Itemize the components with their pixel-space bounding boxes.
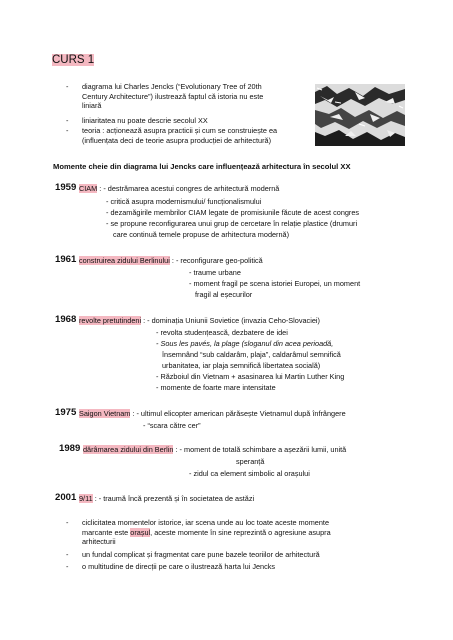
intro-bullet-2: - liniaritatea nu poate descrie secolul XX — [66, 116, 208, 125]
bullet-dash: - — [66, 562, 69, 571]
moment-1961-line: - traume urbane — [189, 268, 241, 277]
moment-1959-line: - critică asupra modernismului/ funcționalismului — [106, 197, 262, 206]
moment-1961-event: construirea zidului Berlinului : - reconfigurare geo-politică — [79, 256, 263, 265]
jencks-diagram-image — [315, 84, 405, 146]
moment-1989-event: dărâmarea zidului din Berlin : - moment de totală schimbare a așezării lumii, unită — [83, 445, 347, 454]
bullet-dash: - — [66, 518, 69, 527]
bullet-dash: - — [66, 82, 69, 91]
moment-year-1989: 1989 — [59, 443, 81, 454]
moment-1989-line: speranță — [236, 457, 265, 466]
moment-1968-line: - revolta studențească, dezbatere de idei — [156, 328, 288, 337]
page-title: CURS 1 — [52, 54, 95, 66]
moment-1968-line: - Războiul din Vietnam + asasinarea lui Martin Luther King — [156, 372, 345, 381]
moment-1968-line: - momente de foarte mare intensitate — [156, 383, 276, 392]
final-bullet-3: - o multitudine de direcții pe care o ilustrează harta lui Jencks — [66, 562, 276, 571]
moment-1975-line: - “scara către cer” — [143, 421, 201, 430]
moment-1961-line: fragil al eșecurilor — [195, 290, 253, 299]
moment-1968-line: - Sous les pavés, la plage (sloganul din acea perioadă, — [156, 339, 334, 348]
moment-1959-line: - dezamăgirile membrilor CIAM legate de promisiunile făcute de acest congres — [106, 208, 360, 217]
moment-1968-line: urbanitatea, iar plaja semnifică libertatea socială) — [162, 361, 321, 370]
moment-1959-line: - se propune reconfigurarea unui grup de cercetare în relație plastice (drumuri — [106, 219, 358, 228]
moment-1968-event: revolte pretutindeni : - dominația Uniunii Sovietice (invazia Ceho-Slovaciei) — [79, 316, 320, 325]
bullet-dash: - — [66, 116, 69, 125]
moment-year-1959: 1959 — [55, 182, 77, 193]
moment-1989-line: - zidul ca element simbolic al orașului — [189, 469, 310, 478]
moment-1959-line: care continuă temele propuse de arhitectura modernă) — [113, 230, 290, 239]
moment-year-1968: 1968 — [55, 314, 77, 325]
section-heading: Momente cheie din diagrama lui Jencks care influențează arhitectura în secolul XX — [53, 162, 351, 171]
final-bullet-2: - un fundal complicat și fragmentat care pune bazele teoriilor de arhitectură — [66, 550, 320, 559]
moment-1975-event: Saigon Vietnam : - ultimul elicopter american părăsește Vietnamul după înfrângere — [79, 409, 346, 418]
moment-1968-line: însemnând “sub caldarâm, plaja”, caldarâmul semnifică — [162, 350, 341, 359]
intro-bullet-1: - diagrama lui Charles Jencks (“Evolutionary Tree of 20th Century Architecture”) ilustrează faptul că istoria nu este liniară — [66, 82, 264, 111]
bullet-dash: - — [66, 550, 69, 559]
moment-1961-line: - moment fragil pe scena istoriei Europei, un moment — [189, 279, 361, 288]
moment-year-2001: 2001 — [55, 492, 77, 503]
moment-year-1961: 1961 — [55, 254, 77, 265]
moment-2001-event: 9/11 : - traumă încă prezentă și în societatea de astăzi — [79, 494, 255, 503]
moment-year-1975: 1975 — [55, 407, 77, 418]
intro-bullet-3: - teoria : acționează asupra practicii și cum se construiește ea (influențata deci de teorie asupra producției de arhitectură) — [66, 126, 278, 145]
bullet-dash: - — [66, 126, 69, 135]
final-bullet-1: - ciclicitatea momentelor istorice, iar scena unde au loc toate aceste momente marcante este orașul, aceste momente în sine reprezintă o agresiune asupra arhitecturii — [66, 518, 331, 547]
moment-1959-event: CIAM : - destrămarea acestui congres de arhitectură modernă — [79, 184, 280, 193]
